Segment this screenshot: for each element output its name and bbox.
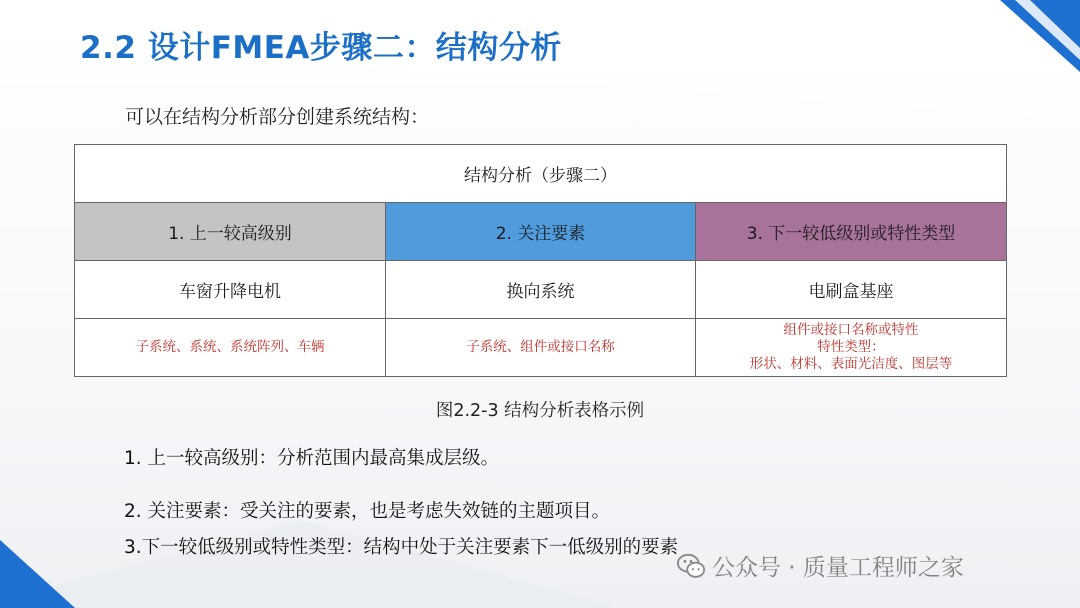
- note-focus-element: 子系统、组件或接口名称: [386, 319, 696, 377]
- item-window-motor: 车窗升降电机: [75, 261, 386, 319]
- explanation-higher-level: 1. 上一较高级别：分析范围内最高集成层级。: [124, 448, 500, 469]
- watermark: [676, 549, 964, 582]
- structure-analysis-table: [74, 144, 1007, 377]
- note-higher-level: 子系统、系统、系统阵列、车辆: [75, 319, 386, 377]
- intro-text: 可以在结构分析部分创建系统结构：: [125, 106, 430, 128]
- watermark-text: 公众号 · 质量工程师之家: [712, 555, 964, 581]
- category-lower-level: 3. 下一较低级别或特性类型: [696, 203, 1007, 261]
- page-title: 2.2 设计FMEA步骤二：结构分析: [80, 30, 562, 66]
- note-lower-level-line-1: 组件或接口名称或特性: [783, 322, 919, 338]
- wechat-icon: [676, 551, 706, 581]
- explanation-lower-level: 3.下一较低级别或特性类型：结构中处于关注要素下一低级别的要素: [124, 537, 679, 558]
- table-header: 结构分析（步骤二）: [75, 145, 1007, 203]
- item-commutation-system: 换向系统: [386, 261, 696, 319]
- category-focus-element: 2. 关注要素: [386, 203, 696, 261]
- note-lower-level: [696, 319, 1007, 377]
- note-lower-level-line-2: 特性类型：: [817, 339, 885, 355]
- figure-caption: 图2.2-3 结构分析表格示例: [435, 401, 645, 421]
- explanation-focus-element: 2. 关注要素：受关注的要素，也是考虑失效链的主题项目。: [124, 501, 611, 522]
- category-higher-level: 1. 上一较高级别: [75, 203, 386, 261]
- note-lower-level-line-3: 形状、材料、表面光洁度、图层等: [749, 356, 953, 372]
- item-brush-holder-base: 电刷盒基座: [696, 261, 1007, 319]
